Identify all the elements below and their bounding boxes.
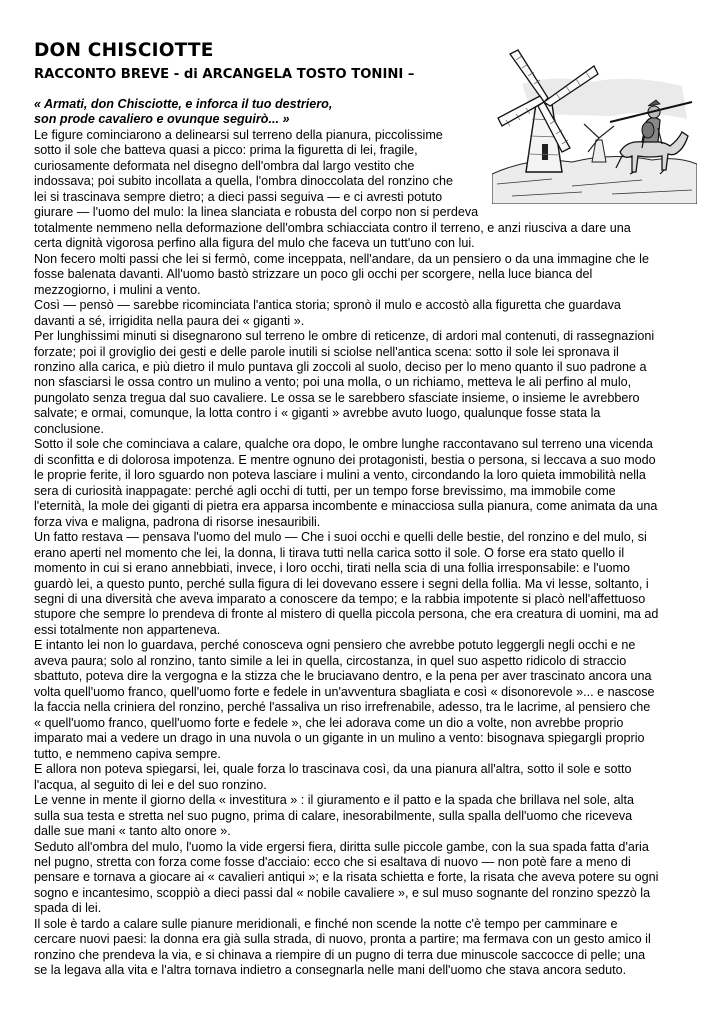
text-line: le proprie ferite, il loro sguardo non poteva lasciare i mulini a vento, circondando la loro quieta immobilità nella xyxy=(34,468,646,483)
text-line: guardò lei, a questo punto, perché sulla figura di lei dovevano essere i segni della follia. Ma vi lesse, soltanto, i xyxy=(34,576,649,591)
text-line: Sotto il sole che cominciava a calare, qualche ora dopo, le ombre lunghe raccontavano sul terreno una vicenda xyxy=(34,437,653,452)
text-line: stupore che sempre lo prendeva di fronte al mistero di quella piccola persona, che era creatura di uomini, ma ad xyxy=(34,607,659,622)
text-line: cercare nuovi paesi: la donna era già sulla strada, di nuovo, pronta a partire; ma fermava con un gesto amico il xyxy=(34,932,651,947)
text-line: momento in cui si erano annebbiati, invece, i loro occhi, tirati nella scia di una follia irresponsabile: e l'uomo xyxy=(34,561,631,576)
text-line: forzate; poi il groviglio dei gesti e delle parole inutili si sciolse nell'antica scena: sotto il sole lei spronava il xyxy=(34,344,619,359)
text-line: davanti a sé, irrigidita nella paura dei « giganti ». xyxy=(34,313,305,328)
text-line: E allora non poteva spiegarsi, lei, quale forza lo trascinava così, da una pianura all'altra, sotto il sole e sotto xyxy=(34,762,632,777)
text-line: sogno e incantesimo, scoppiò a dieci passi dal « nobile cavaliere », e sul muso sognante del ronzino spezzò la xyxy=(34,885,651,900)
text-line: mezzogiorno, i mulini a vento. xyxy=(34,282,201,297)
text-line: Non fecero molti passi che lei si fermò, come inceppata, nell'andare, da un pensiero o da una immagine che le xyxy=(34,251,649,266)
text-line: di sconfitta e di dolorosa impotenza. E mentre ognuno dei protagonisti, bestia o persona, si leccava a suo modo xyxy=(34,452,656,467)
text-line: pensare e tornava a giocare ai « cavalieri antiqui »; e la risata schietta e forte, la risata che aveva potere su ogni xyxy=(34,870,659,885)
text-line: curiosamente deformata nel disegno dell'ombra dal largo vestito che xyxy=(34,158,415,173)
text-line: salvate; e ormai, comunque, la lotta contro i « giganti » avrebbe avuto luogo, qualunque fosse stata la xyxy=(34,406,601,421)
epigraph-line: « Armati, don Chisciotte, e inforca il tuo destriero, xyxy=(34,97,333,111)
text-line: tutto, e nemmeno capiva sempre. xyxy=(34,746,221,761)
text-line: Il sole è tardo a calare sulle pianure meridionali, e finché non scende la notte c'è tempo per camminare e xyxy=(34,916,618,931)
text-line: erano aperti nel momento che lei, la donna, li tirava tutti nella carica sotto il sole. O forse era stato quello il xyxy=(34,545,625,560)
text-line: pungolato senza tregua dal suo cavaliere. Le ossa se le sarebbero sfasciate insieme, o insieme le avrebbero xyxy=(34,390,640,405)
text-line: imparato mai a vedere un drago in una nuvola o un gigante in un mulino a vento: bisognava spiegargli proprio xyxy=(34,731,645,746)
text-line: certa dignità vigorosa perfino alla figura del mulo che faceva un tutt'uno con lui. xyxy=(34,236,475,251)
text-line: dalle sue mani « tanto alto onore ». xyxy=(34,824,231,839)
text-line: spada di lei. xyxy=(34,901,102,916)
text-line: « quell'uomo franco, quell'uomo forte e fedele », che lei adorava come un dio a volte, non avrebbe proprio xyxy=(34,715,624,730)
text-line: aveva paura; solo al ronzino, tanto simile a lei in quella, circostanza, in quel suo aspetto ridicolo di straccio xyxy=(34,653,627,668)
text-line: Le venne in mente il giorno della « investitura » : il giuramento e il patto e la spada che brillava nel sole, alta xyxy=(34,793,634,808)
text-line: conclusione. xyxy=(34,421,105,436)
text-line: Così — pensò — sarebbe ricominciata l'antica storia; spronò il mulo e accostò alla figuretta che guardava xyxy=(34,298,621,313)
text-line: volta quell'uomo franco, quell'uomo forte e fedele in un'avventura sbagliata e così « disonorevole »... e nascose xyxy=(34,684,655,699)
text-line: totalmente nemmeno nella deformazione dell'ombra schiacciata contro il terreno, e anzi riusciva a dare una xyxy=(34,220,631,235)
text-line: essi totalmente non apparteneva. xyxy=(34,622,221,637)
story-text xyxy=(34,97,699,979)
text-line: Per lunghissimi minuti si disegnarono sul terreno le ombre di reticenze, di ardori mal contenuti, di rassegnazioni xyxy=(34,329,655,344)
text-line: non sfasciarsi le ossa contro un mulino a vento; poi una molla, o un richiamo, metteva le ali perfino al mulo, xyxy=(34,375,632,390)
text-line: sotto il sole che batteva quasi a picco: prima la figuretta di lei, fragile, xyxy=(34,143,418,158)
text-line: giurare — l'uomo del mulo: la linea slanciata e robusta del corpo non si perdeva xyxy=(34,205,479,220)
text-line: indossava; poi subito incollata a quella, l'ombra dinoccolata del ronzino che xyxy=(34,174,453,189)
text-line: sulla sua testa e stretta nel suo pugno, prima di calare, inesorabilmente, sulla spalla dell'uomo che riceveva xyxy=(34,808,633,823)
text-line: sbattuto, poteva dire la vergogna e la stizza che le bruciavano dentro, e la pena per aver trascinato ancora una xyxy=(34,669,652,684)
text-line: sera di curiosità inappagate: perché agli occhi di tutti, per un tempo forse brevissimo, ma immobile come xyxy=(34,483,616,498)
text-line: l'acqua, al seguito di lei e del suo ronzino. xyxy=(34,777,267,792)
text-line: fosse balenata davanti. All'uomo bastò strizzare un poco gli occhi per scorgere, nella luce bianca del xyxy=(34,267,593,282)
text-line: Le figure cominciarono a delinearsi sul terreno della pianura, piccolissime xyxy=(34,127,443,142)
text-line: lei si trascinava sempre dietro; a dieci passi seguiva — e ci avresti potuto xyxy=(34,189,443,204)
epigraph-line: son prode cavaliero e ovunque seguirò... » xyxy=(34,112,290,127)
document-subtitle: RACCONTO BREVE - di ARCANGELA TOSTO TONINI – xyxy=(34,67,415,82)
document-title: DON CHISCIOTTE xyxy=(34,40,214,61)
text-line: E intanto lei non lo guardava, perché conosceva ogni pensiero che avrebbe potuto leggergli negli occhi e ne xyxy=(34,638,636,653)
text-line: ronzino che prendeva la via, e si chinava a riempire di un pugno di terra due minuscole saccocce di pelle; una xyxy=(34,947,646,962)
text-line: ronzino alla carica, e più dietro il mulo puntava gli zoccoli al suolo, deciso per lo meno quanto il suo padrone a xyxy=(34,359,647,374)
text-line: Un fatto restava — pensava l'uomo del mulo — Che i suoi occhi e quelli delle bestie, del ronzino e del mulo, si xyxy=(34,530,647,545)
text-line: la faccia nella criniera del ronzino, perché l'assaliva un riso irrefrenabile, adesso, tra le lacrime, al pensiero che xyxy=(34,700,651,715)
text-line: l'eternità, la mole dei giganti di pietra era apparsa incombente e minacciosa sulla pianura, come animata da una xyxy=(34,499,658,514)
text-line: nel pugno, stretta con forza come fosse d'acciaio: ecco che si esaltava di nuovo — non potè fare a meno di xyxy=(34,854,631,869)
text-line: se la legava alla vita e l'altra tornava indietro a consegnarla nelle mani dell'uomo che stava ancora seduto. xyxy=(34,963,627,978)
text-line: Seduto all'ombra del mulo, l'uomo la vide ergersi fiera, diritta sulle piccole gambe, con la sua spada fatta d'aria xyxy=(34,839,649,854)
text-line: forza viva e maligna, padrona di risorse inesauribili. xyxy=(34,514,321,529)
text-line: segni di una diversità che aveva imparato a conoscere da tempo; e la rabbia impotente si placò nell'affettuoso xyxy=(34,592,646,606)
